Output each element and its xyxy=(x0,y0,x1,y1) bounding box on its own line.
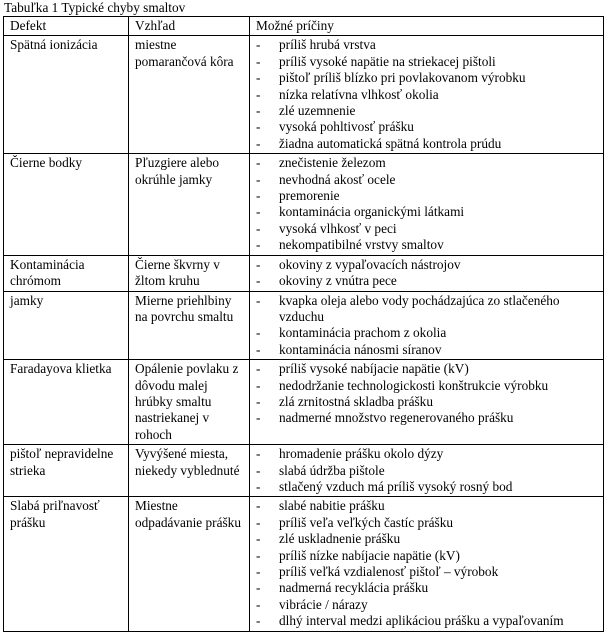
causes-cell xyxy=(250,154,604,255)
causes-cell xyxy=(250,445,604,497)
table-row xyxy=(4,154,604,255)
cause-item: - stlačený vzduch má príliš vysoký rosný bod xyxy=(256,479,597,495)
cause-item: - dlhý interval medzi aplikáciou prášku a vypaľovaním xyxy=(256,613,597,629)
table-row xyxy=(4,497,604,631)
cause-item: - príliš hrubá vrstva xyxy=(256,37,597,53)
causes-cell xyxy=(250,255,604,291)
causes-list xyxy=(256,446,597,495)
cause-item: - vysoká pohltivosť prášku xyxy=(256,119,597,135)
cause-item: - príliš vysoké napätie na striekacej pištoli xyxy=(256,54,597,70)
cause-item: - slabá údržba pištole xyxy=(256,463,597,479)
appearance-cell: Čierne škvrny v žltom kruhu xyxy=(129,255,250,291)
cause-item: - nadmerné množstvo regenerovaného prášku xyxy=(256,410,597,426)
causes-cell xyxy=(250,291,604,360)
table-caption: Tabuľka 1 Typické chyby smaltov xyxy=(4,0,186,15)
cause-item: - nedodržanie technologickosti konštrukcie výrobku xyxy=(256,378,597,394)
cause-item: - hromadenie prášku okolo dýzy xyxy=(256,446,597,462)
causes-list xyxy=(256,498,597,629)
appearance-cell: Opálenie povlaku z dôvodu malej hrúbky smaltu nastriekanej v rohoch xyxy=(129,360,250,445)
cause-item: - kontaminácia organickými látkami xyxy=(256,204,597,220)
table-row xyxy=(4,291,604,360)
cause-item: - vibrácie / nárazy xyxy=(256,597,597,613)
cause-item: - vysoká vlhkosť v peci xyxy=(256,221,597,237)
causes-cell xyxy=(250,360,604,445)
cause-item: - príliš vysoké nabíjacie napätie (kV) xyxy=(256,361,597,377)
table-row xyxy=(4,255,604,291)
table-header-row xyxy=(4,17,604,36)
cause-item: - príliš veľká vzdialenosť pištoľ – výrobok xyxy=(256,564,597,580)
causes-list xyxy=(256,155,597,253)
defect-cell: Spätná ionizácia xyxy=(4,36,129,154)
cause-item: - premorenie xyxy=(256,188,597,204)
cause-item: - zlé uzemnenie xyxy=(256,103,597,119)
causes-list xyxy=(256,293,597,359)
defect-cell: jamky xyxy=(4,291,129,360)
cause-item: - kontaminácia nánosmi síranov xyxy=(256,342,597,358)
appearance-cell: Pľuzgiere alebo okrúhle jamky xyxy=(129,154,250,255)
table-row xyxy=(4,360,604,445)
appearance-cell: Miestne odpadávanie prášku xyxy=(129,497,250,631)
cause-item: - okoviny z vnútra pece xyxy=(256,273,597,289)
cause-item: - zlá zrnitostná skladba prášku xyxy=(256,394,597,410)
cause-item: - nevhodná akosť ocele xyxy=(256,172,597,188)
defect-cell: pištoľ nepravidelne strieka xyxy=(4,445,129,497)
defect-cell: Slabá priľnavosť prášku xyxy=(4,497,129,631)
table-row xyxy=(4,36,604,154)
causes-list xyxy=(256,361,597,427)
causes-cell xyxy=(250,36,604,154)
appearance-cell: Mierne priehlbiny na povrchu smaltu xyxy=(129,291,250,360)
cause-item: - príliš nízke nabíjacie napätie (kV) xyxy=(256,548,597,564)
causes-cell xyxy=(250,497,604,631)
cause-item: - žiadna automatická spätná kontrola prúdu xyxy=(256,136,597,152)
cause-item: - znečistenie železom xyxy=(256,155,597,171)
header-appearance: Vzhľad xyxy=(129,17,250,36)
causes-list xyxy=(256,257,597,290)
cause-item: - príliš veľa veľkých častíc prášku xyxy=(256,515,597,531)
cause-item: - slabé nabitie prášku xyxy=(256,498,597,514)
defects-table xyxy=(3,16,604,632)
defect-cell: Faradayova klietka xyxy=(4,360,129,445)
cause-item: - kvapka oleja alebo vody pochádzajúca zo stlačeného vzduchu xyxy=(256,293,597,326)
header-causes: Možné príčiny xyxy=(250,17,604,36)
causes-list xyxy=(256,37,597,152)
cause-item: - kontaminácia prachom z okolia xyxy=(256,325,597,341)
defect-cell: Čierne bodky xyxy=(4,154,129,255)
cause-item: - okoviny z vypaľovacích nástrojov xyxy=(256,257,597,273)
header-defect: Defekt xyxy=(4,17,129,36)
defect-cell: Kontaminácia chrómom xyxy=(4,255,129,291)
table-row xyxy=(4,445,604,497)
cause-item: - nadmerná recyklácia prášku xyxy=(256,580,597,596)
cause-item: - nízka relatívna vlhkosť okolia xyxy=(256,87,597,103)
appearance-cell: miestne pomarančová kôra xyxy=(129,36,250,154)
cause-item: - pištoľ príliš blízko pri povlakovanom výrobku xyxy=(256,70,597,86)
cause-item: - zlé uskladnenie prášku xyxy=(256,531,597,547)
appearance-cell: Vyvýšené miesta, niekedy vyblednuté xyxy=(129,445,250,497)
cause-item: - nekompatibilné vrstvy smaltov xyxy=(256,237,597,253)
